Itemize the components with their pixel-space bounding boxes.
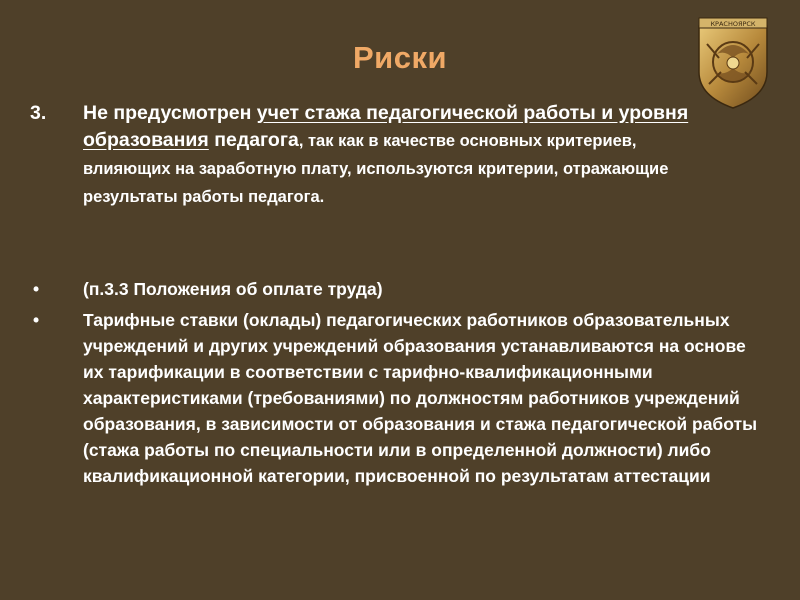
item-3-explanation: , так как в качестве основных критериев, влияющих на заработную плату, используются критерии, отражающие результаты работы педагога. — [83, 132, 669, 206]
slide-title: Риски — [352, 40, 448, 75]
emblem-text: КРАСНОЯРСК — [710, 20, 756, 28]
risk-item-3 — [83, 100, 723, 211]
item-3-middle: педагога — [208, 129, 299, 151]
item-3-underlined: учет стажа педагогической работы и уровня образования — [83, 102, 689, 151]
regulation-reference: (п.3.3 Положения об оплате труда) — [83, 279, 383, 299]
bullet-1-marker: • — [33, 279, 40, 299]
bullet-2-marker: • — [33, 310, 40, 330]
item-3-prefix: Не предусмотрен — [83, 102, 257, 124]
coat-of-arms-icon — [693, 14, 773, 110]
tariff-rates-text: Тарифные ставки (оклады) педагогических работников образовательных учреждений и других учреждений образования устанавливаются на основе их тарификации в соответствии с тарифно-квалификационными характеристиками (требованиями) по должностям работников учреждений образования, в зависимости от образования и стажа педагогической работы (стажа работы по специальности или в определенной должности) либо квалификационной категории, присвоенной по результатам аттестации — [83, 310, 758, 486]
item-3-marker: 3. — [30, 102, 47, 124]
